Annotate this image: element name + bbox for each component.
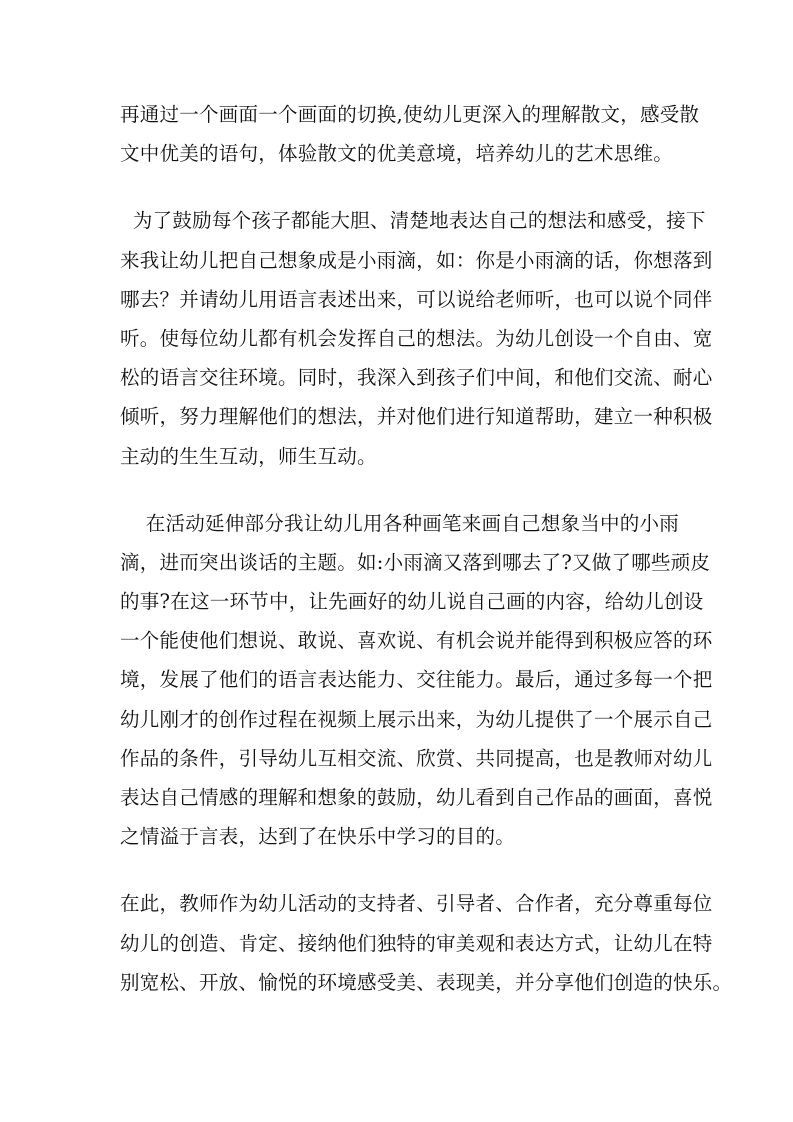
paragraph-4 (120, 884, 733, 1002)
text-line: 表达自己情感的理解和想象的鼓励，幼儿看到自己作品的画面，喜悦 (120, 786, 713, 809)
text-line: 在此，教师作为幼儿活动的支持者、引导者、合作者，充分尊重每位 (120, 892, 713, 916)
paragraph-spacing (120, 173, 680, 201)
text-line: 来我让幼儿把自己想象成是小雨滴，如：你是小雨滴的话，你想落到 (120, 248, 713, 272)
paragraph-3 (120, 504, 713, 857)
paragraph-2 (120, 201, 713, 475)
text-line: 滴，进而突出谈话的主题。如:小雨滴又落到哪去了?又做了哪些顽皮 (120, 550, 711, 574)
text-line: 别宽松、开放、愉悦的环境感受美、表现美，并分享他们创造的快乐。 (120, 970, 733, 994)
text-line: 之情溢于言表，达到了在快乐中学习的目的。 (120, 825, 516, 849)
text-line: 主动的生生互动，师生互动。 (120, 444, 377, 468)
text-line: 哪去？并请幼儿用语言表述出来，可以说给老师听，也可以说个同伴 (120, 287, 713, 311)
text-line: 幼儿的创造、肯定、接纳他们独特的审美观和表达方式，让幼儿在特 (120, 931, 713, 955)
text-line: 幼儿刚才的创作过程在视频上展示出来，为幼儿提供了一个展示自己 (120, 707, 713, 731)
text-line: 文中优美的语句，体验散文的优美意境，培养幼儿的艺术思维。 (120, 142, 674, 166)
text-line: 倾听，努力理解他们的想法，并对他们进行知道帮助，建立一种积极 (120, 405, 713, 429)
text-line: 听。使每位幼儿都有机会发挥自己的想法。为幼儿创设一个自由、宽 (120, 326, 713, 350)
text-line: 境，发展了他们的语言表达能力、交往能力。最后，通过多每一个把 (120, 668, 713, 692)
text-line: 的事?在这一环节中，让先画好的幼儿说自己画的内容，给幼儿创设 (120, 590, 704, 614)
text-line: 作品的条件，引导幼儿互相交流、欣赏、共同提高，也是教师对幼儿 (120, 746, 713, 770)
paragraph-spacing (120, 476, 680, 504)
paragraph-spacing (120, 856, 680, 884)
text-line: 松的语言交往环境。同时，我深入到孩子们中间，和他们交流、耐心 (120, 366, 713, 390)
paragraph-1 (120, 95, 700, 173)
text-line: 再通过一个画面一个画面的切换,使幼儿更深入的理解散文，感受散 (120, 103, 700, 126)
document-page (120, 95, 733, 1002)
text-line: 一个能使他们想说、敢说、喜欢说、有机会说并能得到积极应答的环 (120, 629, 713, 653)
text-line: 在活动延伸部分我让幼儿用各种画笔来画自己想象当中的小雨 (120, 511, 680, 535)
text-line: 为了鼓励每个孩子都能大胆、清楚地表达自己的想法和感受，接下 (120, 209, 706, 233)
